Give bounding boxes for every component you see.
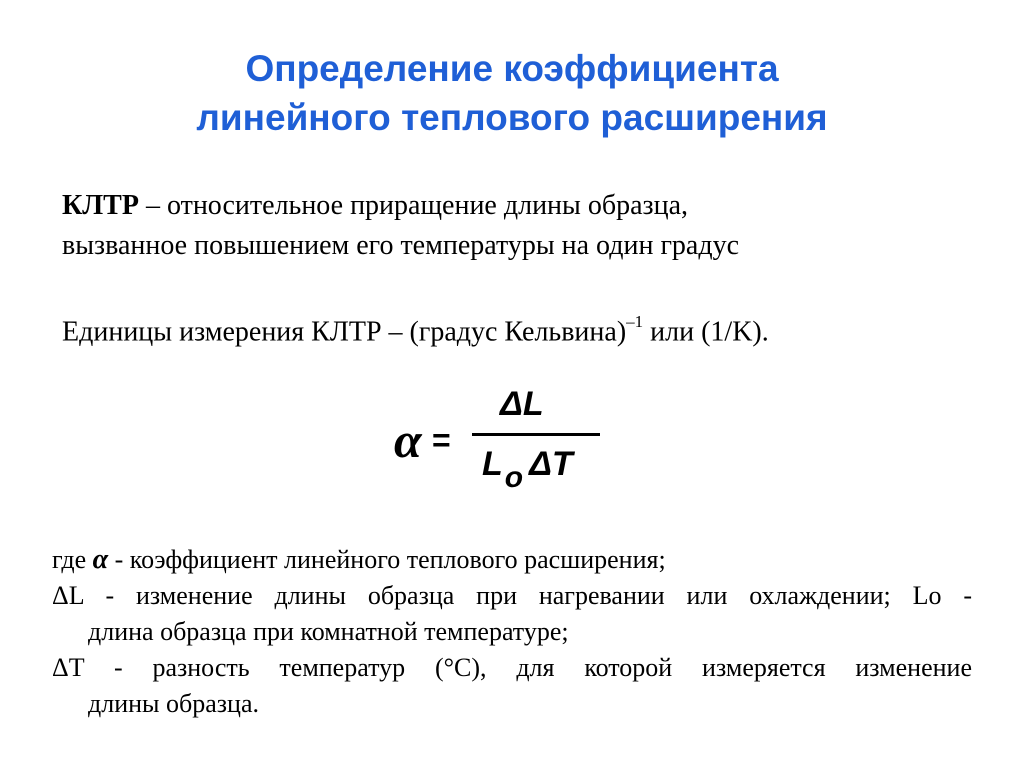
legend-alpha — [52, 542, 972, 578]
formula-alpha: α — [394, 412, 422, 468]
units-text-end: или (1/K). — [643, 316, 769, 348]
denominator-subscript: o — [504, 461, 524, 494]
legend-dl-line-1: ΔL - изменение длины образца при нагревании или охлаждении; Lo - — [52, 581, 972, 610]
units-line — [62, 305, 769, 352]
denominator-l: L — [482, 445, 503, 483]
title-line-1: Определение коэффициента — [245, 48, 779, 89]
legend-dl-line-2: длина образца при комнатной температуре; — [88, 617, 569, 646]
denominator-dt: ΔT — [529, 445, 573, 483]
legend-dt-line-2: длины образца. — [88, 689, 259, 718]
cte-formula — [390, 382, 620, 502]
definition-line-2: вызванное повышением его температуры на один градус — [62, 230, 740, 261]
units-superscript: –1 — [626, 312, 644, 331]
legend-dt-line-1: ΔT - разность температур (°С), для которой измеряется изменение — [52, 653, 972, 682]
legend-alpha-symbol: α — [92, 544, 109, 575]
fraction-bar — [472, 433, 600, 436]
title-line-2: линейного теплового расширения — [196, 97, 828, 138]
formula-numerator: ΔL — [500, 385, 544, 423]
legend-alpha-prefix: где — [52, 545, 93, 574]
definition-text-1: – относительное приращение длины образца, — [138, 190, 689, 221]
legend-alpha-text: - коэффициент линейного теплового расширения; — [108, 545, 666, 574]
slide-title — [0, 44, 1024, 142]
formula-equals: = — [432, 422, 451, 458]
variable-legend — [52, 542, 972, 722]
definition-line-1 — [62, 186, 962, 226]
definition-term: КЛТР — [62, 190, 139, 221]
formula-denominator — [482, 444, 573, 494]
units-text: Единицы измерения КЛТР – (градус Кельвина) — [62, 316, 627, 348]
definition-block — [62, 186, 962, 266]
